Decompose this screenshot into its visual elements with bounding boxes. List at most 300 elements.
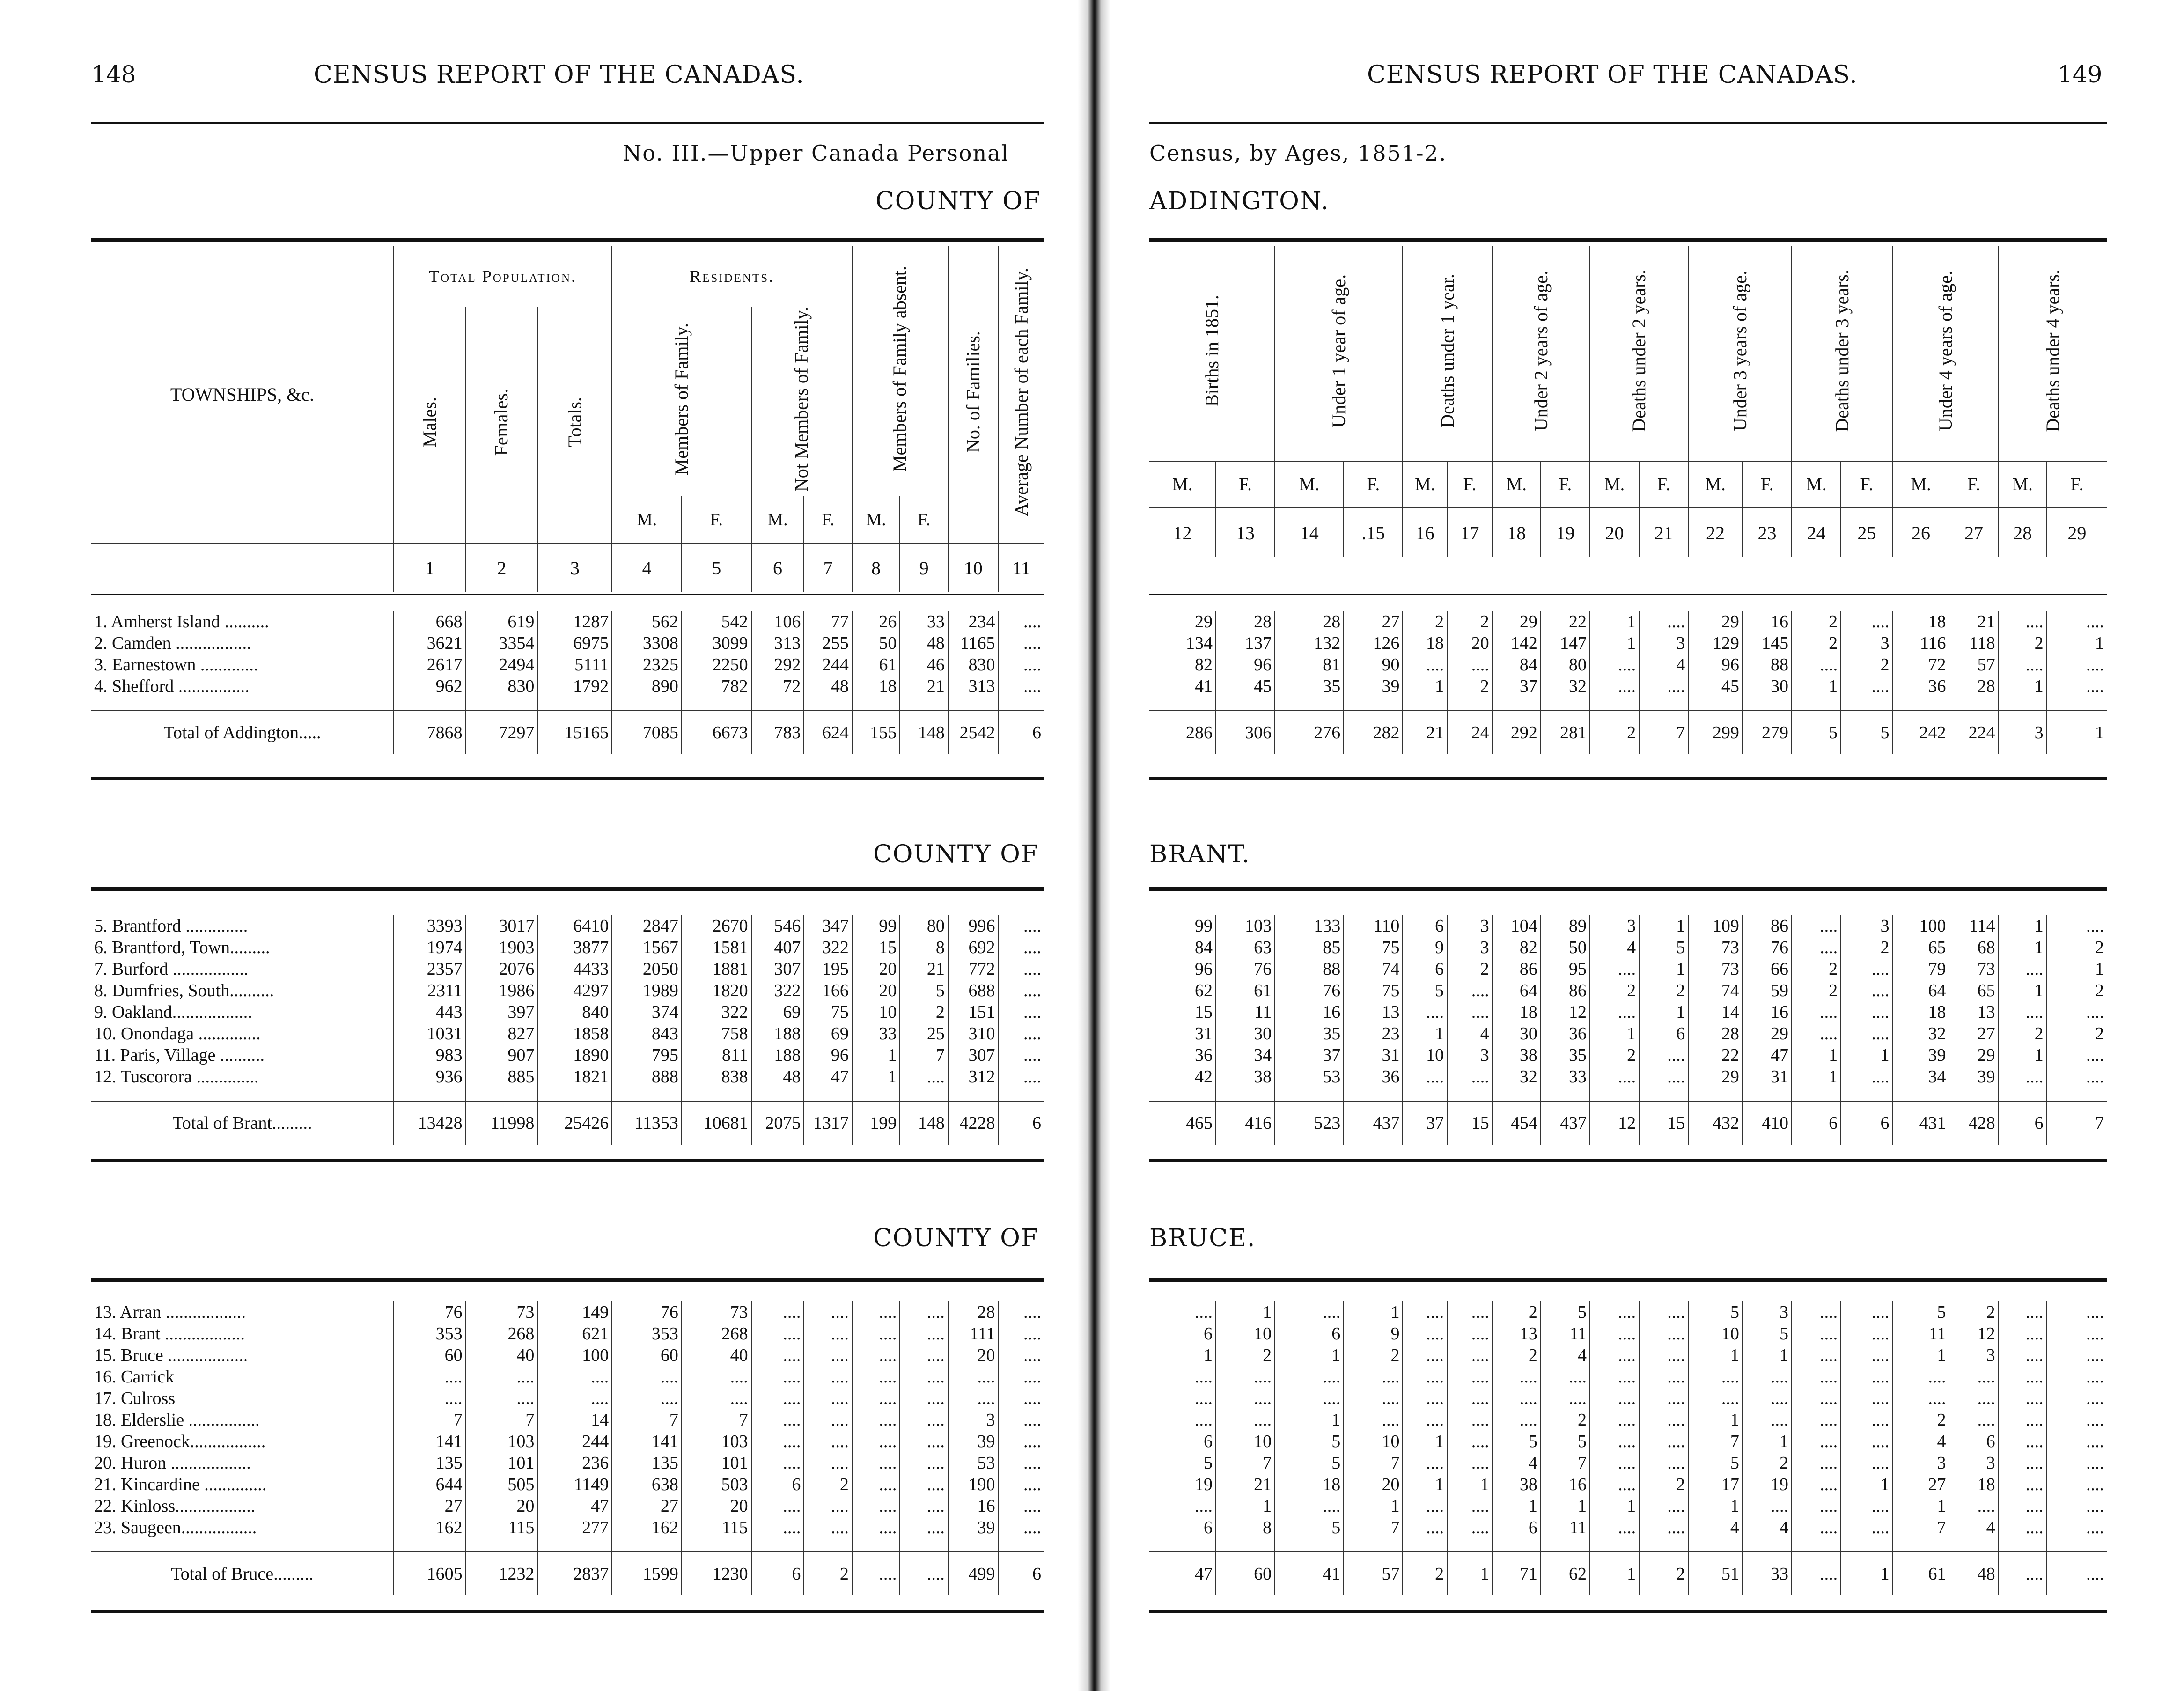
table-cell: 36 — [1893, 676, 1949, 697]
table-cell: .... — [1403, 1366, 1447, 1388]
table-cell: 830 — [466, 676, 538, 697]
table-cell: 28 — [948, 1301, 999, 1323]
table-title: No. III.—Upper Canada Personal — [623, 140, 1009, 166]
mf-label: M. — [1590, 461, 1639, 508]
table-cell: 5 — [1688, 1452, 1743, 1474]
table-cell: 1 — [1999, 1044, 2047, 1066]
table-cell: .... — [1216, 1388, 1275, 1409]
table-cell: .... — [948, 1388, 999, 1409]
township-name: 10. Onondaga .............. — [94, 1024, 261, 1044]
table-cell: 3393 — [394, 915, 466, 937]
col-number: 21 — [1639, 508, 1688, 557]
header-rule — [1149, 122, 2107, 124]
table-cell: 843 — [612, 1023, 682, 1044]
running-head: CENSUS REPORT OF THE CANADAS. — [1367, 61, 1858, 89]
table-cell: .... — [2047, 1301, 2107, 1323]
age-col-label: Deaths under 2 years. — [1628, 270, 1650, 432]
table-cell: 6 — [1203, 1324, 1213, 1344]
table-cell: .... — [1639, 1431, 1688, 1452]
table-cell: 12 — [1541, 1001, 1590, 1023]
table-row — [91, 1431, 1044, 1452]
table-cell: 20 — [466, 1495, 538, 1517]
table-cell: 73 — [682, 1301, 751, 1323]
table-cell: 79 — [1893, 958, 1949, 980]
table-cell: 100 — [537, 1345, 612, 1366]
table-cell: 10 — [1216, 1323, 1275, 1345]
table-cell: 322 — [682, 1001, 751, 1023]
table-cell: .... — [1493, 1366, 1541, 1388]
table-cell: 38 — [1216, 1066, 1275, 1088]
table-cell: .... — [1403, 654, 1447, 676]
table-cell: .... — [1792, 937, 1841, 958]
table-cell: 11 — [1893, 1323, 1949, 1345]
table-row — [91, 915, 1044, 937]
table-cell: .... — [900, 1409, 948, 1431]
table-cell: .... — [999, 915, 1044, 937]
table-cell: 84 — [1493, 654, 1541, 676]
total-cell: 2 — [804, 1552, 852, 1595]
table-cell: 39 — [1344, 676, 1403, 697]
table-cell: 1820 — [682, 980, 751, 1001]
table-cell: .... — [1639, 1323, 1688, 1345]
table-cell: .... — [1493, 1388, 1541, 1409]
total-cell: 437 — [1541, 1101, 1590, 1145]
table-cell: 1858 — [537, 1023, 612, 1044]
row-spacer — [91, 1088, 1044, 1101]
table-cell: 188 — [751, 1044, 804, 1066]
table-row — [1149, 1366, 2107, 1388]
total-row — [1149, 1552, 2107, 1595]
table-cell: .... — [999, 937, 1044, 958]
table-cell: .... — [1344, 1366, 1403, 1388]
table-cell: 4 — [1541, 1345, 1590, 1366]
addington-table — [91, 611, 1044, 754]
table-row — [1149, 937, 2107, 958]
total-cell: 47 — [1149, 1552, 1216, 1595]
table-cell: .... — [751, 1323, 804, 1345]
table-cell: 21 — [1949, 611, 1998, 632]
table-cell: 16 — [948, 1495, 999, 1517]
col-number: 11 — [999, 543, 1044, 592]
table-cell: 137 — [1216, 632, 1275, 654]
table-cell: .... — [2047, 654, 2107, 676]
table-cell: 133 — [1275, 915, 1344, 937]
table-cell: .... — [1792, 1388, 1841, 1409]
table-cell: 135 — [612, 1452, 682, 1474]
table-cell: 2 — [1344, 1345, 1403, 1366]
table-cell: 313 — [751, 632, 804, 654]
table-cell: .... — [1792, 1301, 1841, 1323]
total-cell: 1230 — [682, 1552, 751, 1595]
table-cell: 3877 — [537, 937, 612, 958]
table-cell: 4 — [1893, 1431, 1949, 1452]
table-cell: .... — [1194, 1389, 1213, 1408]
table-cell: 76 — [612, 1301, 682, 1323]
table-cell: 80 — [900, 915, 948, 937]
total-cell: 1317 — [804, 1101, 852, 1145]
total-cell: 431 — [1893, 1101, 1949, 1145]
table-cell: 2 — [1639, 980, 1688, 1001]
addington-ages-table — [1149, 611, 2107, 754]
table-cell: .... — [1792, 1517, 1841, 1538]
table-cell: 60 — [612, 1345, 682, 1366]
table-cell: 6 — [1493, 1517, 1541, 1538]
table-cell: .... — [1743, 1409, 1792, 1431]
table-cell: 6 — [1275, 1323, 1344, 1345]
col-number: 18 — [1493, 508, 1541, 557]
total-cell: 465 — [1149, 1101, 1216, 1145]
table-cell: 53 — [1275, 1066, 1344, 1088]
table-cell: 166 — [804, 980, 852, 1001]
table-cell: 277 — [537, 1517, 612, 1538]
table-row — [1149, 676, 2107, 697]
age-col-header — [1149, 246, 1275, 461]
table-cell: .... — [1841, 1452, 1892, 1474]
table-cell: .... — [1403, 1388, 1447, 1409]
table-cell: .... — [1841, 1023, 1892, 1044]
table-cell: .... — [2047, 915, 2107, 937]
table-cell: 118 — [1949, 632, 1998, 654]
table-cell: .... — [1275, 1388, 1344, 1409]
table-cell: 4 — [1743, 1517, 1792, 1538]
table-cell: .... — [852, 1452, 900, 1474]
table-cell: 1 — [1792, 1066, 1841, 1088]
table-cell: 32 — [1893, 1023, 1949, 1044]
table-cell: 30 — [1493, 1023, 1541, 1044]
table-cell: 1165 — [948, 632, 999, 654]
table-cell: 2 — [1493, 1345, 1541, 1366]
table-cell: .... — [2047, 1431, 2107, 1452]
table-cell: 20 — [852, 980, 900, 1001]
table-row — [91, 1452, 1044, 1474]
table-cell: 13 — [1949, 1001, 1998, 1023]
mf-label: F. — [682, 496, 751, 543]
table-cell: 234 — [948, 611, 999, 632]
table-cell: 18 — [1949, 1474, 1998, 1495]
table-cell: .... — [751, 1452, 804, 1474]
table-cell: 1890 — [537, 1044, 612, 1066]
table-cell: 1989 — [612, 980, 682, 1001]
table-cell: 782 — [682, 676, 751, 697]
brant-ages-table — [1149, 915, 2107, 1145]
table-cell: 16 — [1275, 1001, 1344, 1023]
table-cell: 397 — [466, 1001, 538, 1023]
row-spacer — [1149, 1088, 2107, 1101]
township-name: 1. Amherst Island .......... — [94, 612, 269, 632]
total-label: Total of Addington..... — [91, 711, 394, 754]
table-cell: 29 — [1688, 611, 1743, 632]
table-cell: 39 — [1893, 1044, 1949, 1066]
table-cell: 75 — [1344, 937, 1403, 958]
table-cell: 12 — [1949, 1323, 1998, 1345]
table-row — [91, 1044, 1044, 1066]
table-cell: .... — [1688, 1388, 1743, 1409]
table-cell: 1 — [852, 1066, 900, 1088]
table-cell: 3 — [1949, 1345, 1998, 1366]
table-cell: .... — [852, 1495, 900, 1517]
table-cell: .... — [1403, 1323, 1447, 1345]
table-cell: .... — [1447, 1345, 1493, 1366]
table-cell: .... — [394, 1366, 466, 1388]
col-number: 13 — [1216, 508, 1275, 557]
table-cell: 1 — [1841, 1474, 1892, 1495]
table-cell: 42 — [1194, 1067, 1213, 1087]
table-cell: .... — [1590, 1452, 1639, 1474]
table-cell: 996 — [948, 915, 999, 937]
table-cell: 5 — [1275, 1431, 1344, 1452]
table-cell: 1 — [2047, 632, 2107, 654]
table-cell: 692 — [948, 937, 999, 958]
table-cell: .... — [2047, 676, 2107, 697]
mf-label: M. — [751, 496, 804, 543]
table-cell: 104 — [1493, 915, 1541, 937]
table-cell: .... — [999, 1366, 1044, 1388]
table-cell: 111 — [948, 1323, 999, 1345]
table-cell: 21 — [900, 676, 948, 697]
table-cell: 7 — [394, 1409, 466, 1431]
col-not-members: Not Members of Family. — [791, 307, 812, 492]
total-cell: 6 — [999, 1552, 1044, 1595]
col-number: 4 — [612, 543, 682, 592]
table-cell: 2 — [1999, 1023, 2047, 1044]
table-cell: .... — [1792, 1001, 1841, 1023]
table-cell: 3621 — [394, 632, 466, 654]
table-cell: .... — [1639, 1495, 1688, 1517]
table-cell: 888 — [612, 1066, 682, 1088]
table-cell: 6 — [1203, 1432, 1213, 1451]
total-cell: 437 — [1344, 1101, 1403, 1145]
table-row — [1149, 632, 2107, 654]
table-cell: .... — [2047, 1366, 2107, 1388]
table-cell: .... — [999, 1066, 1044, 1088]
table-cell: 1 — [1688, 1409, 1743, 1431]
total-cell: 7 — [2047, 1101, 2107, 1145]
table-cell: .... — [1447, 1323, 1493, 1345]
table-cell: 772 — [948, 958, 999, 980]
table-cell: 64 — [1893, 980, 1949, 1001]
table-cell: .... — [1447, 1001, 1493, 1023]
table-cell: 6 — [1403, 958, 1447, 980]
table-cell: 312 — [948, 1066, 999, 1088]
table-cell: 542 — [682, 611, 751, 632]
table-cell: .... — [999, 1345, 1044, 1366]
table-cell: 1 — [1447, 1474, 1493, 1495]
table-cell: 69 — [804, 1023, 852, 1044]
total-cell: 148 — [900, 1101, 948, 1145]
table-cell: .... — [1447, 1517, 1493, 1538]
table-cell: .... — [537, 1388, 612, 1409]
table-cell: 936 — [394, 1066, 466, 1088]
table-cell: 322 — [804, 937, 852, 958]
mf-label: M. — [1493, 461, 1541, 508]
total-cell: 416 — [1216, 1101, 1275, 1145]
age-col-label: Deaths under 3 years. — [1831, 270, 1853, 432]
table-cell: .... — [1841, 1066, 1892, 1088]
table-cell: .... — [1194, 1410, 1213, 1430]
table-cell: 6 — [1639, 1023, 1688, 1044]
table-row — [1149, 1474, 2107, 1495]
table-row — [91, 937, 1044, 958]
table-cell: 33 — [1541, 1066, 1590, 1088]
table-cell: 1 — [1639, 958, 1688, 980]
table-row — [1149, 1301, 2107, 1323]
table-cell: 3 — [1743, 1301, 1792, 1323]
table-cell: .... — [1344, 1388, 1403, 1409]
township-name: 22. Kinloss.................. — [94, 1496, 256, 1516]
table-cell: .... — [1639, 1409, 1688, 1431]
col-number: 9 — [900, 543, 948, 592]
township-name: 15. Bruce .................. — [94, 1345, 248, 1365]
total-cell: 410 — [1743, 1101, 1792, 1145]
total-cell: 6 — [999, 1101, 1044, 1145]
table-cell: .... — [804, 1409, 852, 1431]
table-cell: .... — [900, 1066, 948, 1088]
township-name: 23. Saugeen................. — [94, 1518, 257, 1537]
table-cell: .... — [1841, 1345, 1892, 1366]
col-number: 17 — [1447, 508, 1493, 557]
table-cell: .... — [1275, 1301, 1344, 1323]
table-row — [1149, 1066, 2107, 1088]
table-cell: .... — [1216, 1366, 1275, 1388]
table-cell: 313 — [948, 676, 999, 697]
table-cell: .... — [804, 1345, 852, 1366]
table-cell: 69 — [751, 1001, 804, 1023]
township-name: 3. Earnestown ............. — [94, 655, 258, 675]
table-cell: .... — [1403, 1345, 1447, 1366]
table-cell: 96 — [1194, 959, 1213, 979]
table-cell: 45 — [1688, 676, 1743, 697]
table-cell: .... — [1999, 1495, 2047, 1517]
table-cell: .... — [1590, 1388, 1639, 1409]
table-cell: 38 — [1493, 1044, 1541, 1066]
total-cell: 25426 — [537, 1101, 612, 1145]
table-cell: .... — [2047, 1517, 2107, 1538]
table-cell: 2325 — [612, 654, 682, 676]
total-row — [91, 711, 1044, 754]
table-row — [91, 1066, 1044, 1088]
total-cell: 276 — [1275, 711, 1344, 754]
table-cell: .... — [1841, 676, 1892, 697]
table-cell: .... — [900, 1323, 948, 1345]
table-cell: .... — [999, 1023, 1044, 1044]
mf-label: F. — [900, 496, 948, 543]
table-cell: 1903 — [466, 937, 538, 958]
table-cell: 72 — [751, 676, 804, 697]
total-cell: 7085 — [612, 711, 682, 754]
table-cell: .... — [751, 1495, 804, 1517]
table-cell: 1 — [1792, 1044, 1841, 1066]
table-cell: .... — [1743, 1366, 1792, 1388]
table-cell: 1 — [1688, 1345, 1743, 1366]
total-cell: 6 — [1999, 1101, 2047, 1145]
mf-label: M. — [1792, 461, 1841, 508]
table-cell: 2 — [1792, 632, 1841, 654]
table-cell: 5 — [1275, 1517, 1344, 1538]
table-cell: .... — [2047, 1388, 2107, 1409]
total-cell: 7 — [1639, 711, 1688, 754]
table-cell: 27 — [1893, 1474, 1949, 1495]
table-top-rule — [1149, 238, 2107, 242]
table-cell: 2 — [1216, 1345, 1275, 1366]
section-rule — [91, 887, 1044, 891]
table-cell: 1 — [2047, 958, 2107, 980]
table-cell: .... — [852, 1517, 900, 1538]
table-cell: 310 — [948, 1023, 999, 1044]
table-cell: 3 — [1447, 915, 1493, 937]
table-cell: 8 — [1216, 1517, 1275, 1538]
table-cell: .... — [999, 1001, 1044, 1023]
table-cell: 29 — [1493, 611, 1541, 632]
right-header-table — [1149, 246, 2107, 557]
table-cell: 59 — [1743, 980, 1792, 1001]
table-cell: .... — [1403, 1409, 1447, 1431]
table-cell: .... — [900, 1388, 948, 1409]
table-cell: .... — [1999, 1001, 2047, 1023]
county-name-addington: ADDINGTON. — [1149, 187, 1330, 215]
table-row — [91, 1366, 1044, 1388]
table-cell: 7 — [1541, 1452, 1590, 1474]
table-cell: 141 — [612, 1431, 682, 1452]
table-cell: 1 — [1639, 915, 1688, 937]
table-cell: 195 — [804, 958, 852, 980]
table-cell: 135 — [394, 1452, 466, 1474]
total-row — [91, 1552, 1044, 1595]
table-cell: 983 — [394, 1044, 466, 1066]
table-cell: 103 — [466, 1431, 538, 1452]
table-cell: .... — [2047, 1495, 2107, 1517]
table-cell: 190 — [948, 1474, 999, 1495]
table-cell: 62 — [1194, 981, 1213, 1000]
table-cell: 22 — [1688, 1044, 1743, 1066]
table-cell: .... — [999, 1474, 1044, 1495]
table-cell: 3017 — [466, 915, 538, 937]
table-cell: .... — [1999, 1388, 2047, 1409]
table-cell: 644 — [394, 1474, 466, 1495]
table-cell: .... — [682, 1388, 751, 1409]
table-cell: 5 — [900, 980, 948, 1001]
table-cell: 63 — [1216, 937, 1275, 958]
table-cell: 374 — [612, 1001, 682, 1023]
table-cell: .... — [537, 1366, 612, 1388]
total-cell: 292 — [1493, 711, 1541, 754]
table-cell: .... — [1999, 1366, 2047, 1388]
table-cell: .... — [1590, 1366, 1639, 1388]
table-cell: 11 — [1541, 1323, 1590, 1345]
table-cell: .... — [852, 1409, 900, 1431]
township-name: 6. Brantford, Town......... — [94, 938, 270, 957]
table-cell: 21 — [900, 958, 948, 980]
table-cell: 39 — [948, 1431, 999, 1452]
table-cell: 11 — [1216, 1001, 1275, 1023]
age-col-label: Births in 1851. — [1201, 295, 1222, 407]
table-cell: 6 — [1403, 915, 1447, 937]
table-cell: 2 — [1590, 1044, 1639, 1066]
table-cell: .... — [1841, 1001, 1892, 1023]
table-cell: .... — [1194, 1496, 1213, 1516]
table-cell: 1581 — [682, 937, 751, 958]
total-cell: 1232 — [466, 1552, 538, 1595]
table-cell: 19 — [1743, 1474, 1792, 1495]
table-row — [91, 1474, 1044, 1495]
table-cell: .... — [1447, 1366, 1493, 1388]
table-cell: 5 — [1493, 1431, 1541, 1452]
total-cell: 1 — [2047, 711, 2107, 754]
table-cell: 1986 — [466, 980, 538, 1001]
table-cell: 85 — [1275, 937, 1344, 958]
table-cell: 1 — [1344, 1301, 1403, 1323]
total-cell: 57 — [1344, 1552, 1403, 1595]
table-cell: .... — [1792, 654, 1841, 676]
